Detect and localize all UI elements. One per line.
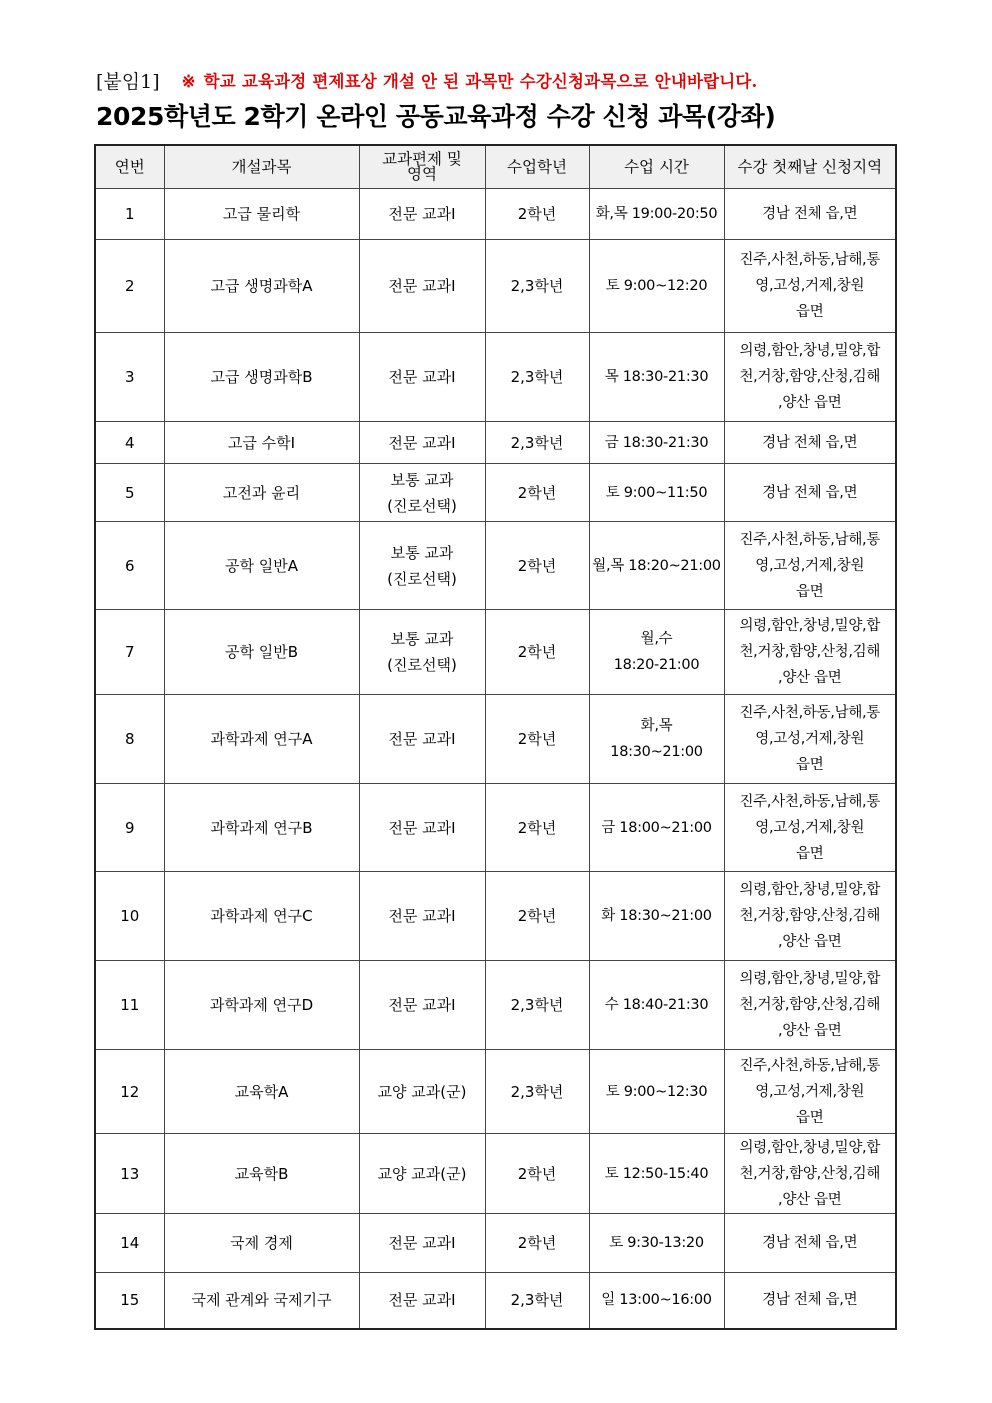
cell-grade: 2학년 — [485, 464, 589, 522]
cell-no: 14 — [95, 1214, 164, 1273]
cell-region — [724, 610, 896, 695]
cell-area — [359, 1273, 485, 1329]
cell-region-line: 천,거창,함양,산청,김해 — [739, 644, 881, 660]
cell-time — [589, 240, 724, 333]
table-row — [95, 522, 896, 610]
cell-grade: 2학년 — [485, 872, 589, 961]
cell-no: 7 — [95, 610, 164, 695]
cell-time — [589, 784, 724, 872]
cell-area-line: 교양 교과(군) — [377, 1082, 467, 1101]
cell-area-line: 전문 교과Ⅰ — [388, 818, 456, 837]
cell-region-line: ,양산 읍면 — [778, 934, 842, 950]
cell-grade: 2,3학년 — [485, 240, 589, 333]
cell-region-line: 의령,함안,창녕,밀양,합 — [739, 343, 881, 359]
cell-subject: 과학과제 연구B — [164, 784, 359, 872]
cell-grade: 2학년 — [485, 695, 589, 784]
table-row — [95, 872, 896, 961]
cell-region — [724, 961, 896, 1050]
column-header-time: 수업 시간 — [589, 145, 724, 189]
cell-subject: 고전과 윤리 — [164, 464, 359, 522]
column-header-area-line2: 영역 — [407, 165, 437, 183]
cell-region — [724, 1273, 896, 1329]
cell-time-line: 금 18:00~21:00 — [601, 819, 712, 836]
cell-region-line: ,양산 읍면 — [778, 1023, 842, 1039]
cell-subject: 교육학A — [164, 1050, 359, 1134]
cell-region-line: 읍면 — [796, 304, 824, 320]
cell-subject: 공학 일반A — [164, 522, 359, 610]
cell-area — [359, 189, 485, 240]
cell-region — [724, 1214, 896, 1273]
cell-region — [724, 464, 896, 522]
cell-region-line: 읍면 — [796, 583, 824, 600]
table-row — [95, 695, 896, 784]
cell-region-line: 의령,함안,창녕,밀양,합 — [739, 882, 881, 898]
cell-grade: 2학년 — [485, 610, 589, 695]
cell-no: 6 — [95, 522, 164, 610]
cell-time — [589, 1134, 724, 1214]
cell-region-line: ,양산 읍면 — [778, 670, 842, 686]
cell-region-line: 영,고성,거제,창원 — [755, 731, 865, 747]
cell-grade: 2학년 — [485, 522, 589, 610]
cell-region-line: 천,거창,함양,산청,김해 — [739, 997, 881, 1013]
course-table — [94, 144, 897, 1330]
cell-area-line: 전문 교과Ⅰ — [388, 1234, 456, 1252]
cell-no: 11 — [95, 961, 164, 1050]
cell-time-line: 토 9:00~12:30 — [605, 1083, 708, 1100]
cell-region-line: 경남 전체 읍,면 — [762, 206, 858, 222]
cell-area-line: 교양 교과(군) — [377, 1164, 467, 1183]
cell-time — [589, 1050, 724, 1134]
cell-grade: 2,3학년 — [485, 961, 589, 1050]
cell-time-line: 화,목 19:00-20:50 — [595, 206, 718, 222]
cell-area — [359, 1214, 485, 1273]
cell-region — [724, 240, 896, 333]
cell-region — [724, 1134, 896, 1214]
cell-no: 9 — [95, 784, 164, 872]
cell-area-line: 전문 교과Ⅰ — [388, 277, 456, 295]
cell-time — [589, 1273, 724, 1329]
cell-region-line: 경남 전체 읍,면 — [762, 1292, 858, 1309]
cell-region — [724, 872, 896, 961]
table-row — [95, 610, 896, 695]
page-title: 2025학년도 2학기 온라인 공동교육과정 수강 신청 과목(강좌) — [96, 102, 776, 131]
cell-time — [589, 610, 724, 695]
column-header-area-line1: 교과편제 및 — [382, 150, 462, 168]
cell-grade: 2,3학년 — [485, 333, 589, 422]
cell-region-line: 진주,사천,하동,남해,통 — [739, 793, 881, 810]
cell-time — [589, 1214, 724, 1273]
cell-grade: 2,3학년 — [485, 422, 589, 464]
cell-subject: 고급 물리학 — [164, 189, 359, 240]
cell-grade: 2학년 — [485, 1214, 589, 1273]
cell-region-line: 영,고성,거제,창원 — [755, 278, 865, 294]
cell-subject: 과학과제 연구A — [164, 695, 359, 784]
cell-time-line: 일 13:00~16:00 — [601, 1292, 712, 1309]
cell-time — [589, 333, 724, 422]
cell-region-line: 의령,함안,창녕,밀양,합 — [739, 1139, 881, 1156]
cell-region-line: 영,고성,거제,창원 — [755, 557, 865, 574]
cell-time-line: 화,목 — [640, 718, 673, 734]
cell-region — [724, 784, 896, 872]
cell-time-line: 18:20-21:00 — [613, 657, 700, 673]
cell-area — [359, 522, 485, 610]
cell-region-line: ,양산 읍면 — [778, 395, 842, 411]
cell-time — [589, 872, 724, 961]
cell-time-line: 월,목 18:20~21:00 — [592, 557, 721, 574]
cell-area-line: 전문 교과Ⅰ — [388, 996, 456, 1014]
cell-time — [589, 422, 724, 464]
cell-region-line: 읍면 — [796, 845, 824, 862]
attachment-label: [붙임1] — [96, 70, 160, 93]
cell-area-line: 보통 교과 — [390, 470, 454, 489]
cell-no: 3 — [95, 333, 164, 422]
cell-grade: 2학년 — [485, 1134, 589, 1214]
cell-area-line: 전문 교과Ⅰ — [388, 433, 456, 452]
cell-time — [589, 189, 724, 240]
cell-time-line: 금 18:30-21:30 — [604, 434, 709, 451]
cell-region-line: 천,거창,함양,산청,김해 — [739, 1165, 881, 1182]
cell-no: 8 — [95, 695, 164, 784]
column-header-subject: 개설과목 — [164, 145, 359, 189]
cell-time-line: 토 9:30-13:20 — [609, 1235, 704, 1251]
cell-no: 10 — [95, 872, 164, 961]
cell-area — [359, 961, 485, 1050]
table-row — [95, 784, 896, 872]
cell-region-line: 진주,사천,하동,남해,통 — [739, 1057, 881, 1074]
cell-no: 12 — [95, 1050, 164, 1134]
table-header-row — [95, 145, 896, 189]
table-row — [95, 1273, 896, 1329]
cell-time-line: 월,수 — [640, 631, 673, 647]
cell-region-line: 진주,사천,하동,남해,통 — [739, 705, 881, 721]
cell-region-line: 경남 전체 읍,면 — [762, 1235, 858, 1251]
cell-time-line: 토 9:00~11:50 — [605, 484, 708, 501]
attachment-line — [96, 66, 757, 94]
cell-no: 15 — [95, 1273, 164, 1329]
cell-area — [359, 610, 485, 695]
cell-region — [724, 522, 896, 610]
cell-time-line: 수 18:40-21:30 — [604, 997, 709, 1013]
column-header-grade: 수업학년 — [485, 145, 589, 189]
cell-region — [724, 333, 896, 422]
cell-no: 2 — [95, 240, 164, 333]
table-row — [95, 189, 896, 240]
cell-time — [589, 464, 724, 522]
cell-time-line: 토 9:00~12:20 — [605, 278, 708, 294]
cell-area-line: 전문 교과Ⅰ — [388, 205, 456, 223]
cell-grade: 2학년 — [485, 189, 589, 240]
cell-area — [359, 333, 485, 422]
reference-mark-icon: ※ — [181, 72, 196, 91]
column-header-no: 연번 — [95, 145, 164, 189]
column-header-region: 수강 첫째날 신청지역 — [724, 145, 896, 189]
cell-area — [359, 872, 485, 961]
cell-no: 13 — [95, 1134, 164, 1214]
cell-area-line: 전문 교과Ⅰ — [388, 1291, 456, 1310]
cell-grade: 2,3학년 — [485, 1050, 589, 1134]
cell-region-line: 경남 전체 읍,면 — [762, 434, 858, 451]
cell-area-line: 전문 교과Ⅰ — [388, 368, 456, 386]
cell-area-line: (진로선택) — [387, 656, 457, 674]
cell-region-line: 영,고성,거제,창원 — [755, 819, 865, 836]
cell-area — [359, 464, 485, 522]
cell-region-line: 의령,함안,창녕,밀양,합 — [739, 971, 881, 987]
table-row — [95, 240, 896, 333]
table-row — [95, 333, 896, 422]
cell-time-line: 18:30~21:00 — [610, 744, 703, 760]
table-row — [95, 1050, 896, 1134]
cell-region-line: 진주,사천,하동,남해,통 — [739, 531, 881, 548]
column-header-area — [359, 145, 485, 189]
cell-region — [724, 695, 896, 784]
cell-area-line: (진로선택) — [387, 496, 457, 515]
cell-area — [359, 1134, 485, 1214]
cell-no: 4 — [95, 422, 164, 464]
table-row — [95, 961, 896, 1050]
cell-region-line: 경남 전체 읍,면 — [762, 484, 858, 501]
cell-region-line: 천,거창,함양,산청,김해 — [739, 369, 881, 385]
cell-time — [589, 522, 724, 610]
cell-region-line: 읍면 — [796, 757, 824, 773]
cell-area-line: 보통 교과 — [390, 630, 454, 648]
cell-area-line: 전문 교과Ⅰ — [388, 730, 456, 748]
attachment-note-text: 학교 교육과정 편제표상 개설 안 된 과목만 수강신청과목으로 안내바랍니다. — [203, 72, 758, 91]
cell-area — [359, 784, 485, 872]
cell-region — [724, 1050, 896, 1134]
cell-area — [359, 1050, 485, 1134]
cell-subject: 고급 생명과학B — [164, 333, 359, 422]
cell-area-line: 전문 교과Ⅰ — [388, 907, 456, 925]
cell-subject: 과학과제 연구D — [164, 961, 359, 1050]
cell-area — [359, 240, 485, 333]
cell-time-line: 토 12:50-15:40 — [604, 1165, 709, 1182]
cell-no: 1 — [95, 189, 164, 240]
cell-area-line: 보통 교과 — [390, 543, 454, 562]
cell-time — [589, 695, 724, 784]
cell-subject: 국제 관계와 국제기구 — [164, 1273, 359, 1329]
table-body — [95, 189, 896, 1329]
cell-grade: 2,3학년 — [485, 1273, 589, 1329]
cell-area-line: (진로선택) — [387, 569, 457, 588]
cell-time-line: 목 18:30-21:30 — [604, 369, 709, 385]
cell-subject: 공학 일반B — [164, 610, 359, 695]
attachment-note — [182, 68, 758, 92]
cell-region-line: 천,거창,함양,산청,김해 — [739, 908, 881, 924]
cell-subject: 국제 경제 — [164, 1214, 359, 1273]
table-row — [95, 422, 896, 464]
cell-region-line: 진주,사천,하동,남해,통 — [739, 252, 881, 268]
table-row — [95, 1134, 896, 1214]
cell-no: 5 — [95, 464, 164, 522]
table-row — [95, 464, 896, 522]
cell-region-line: ,양산 읍면 — [778, 1191, 842, 1208]
cell-subject: 과학과제 연구C — [164, 872, 359, 961]
cell-region — [724, 422, 896, 464]
cell-subject: 고급 생명과학A — [164, 240, 359, 333]
table-row — [95, 1214, 896, 1273]
cell-time-line: 화 18:30~21:00 — [601, 908, 712, 924]
cell-area — [359, 422, 485, 464]
cell-region — [724, 189, 896, 240]
cell-region-line: 읍면 — [796, 1109, 824, 1126]
cell-subject: 고급 수학Ⅰ — [164, 422, 359, 464]
cell-grade: 2학년 — [485, 784, 589, 872]
cell-time — [589, 961, 724, 1050]
cell-region-line: 의령,함안,창녕,밀양,합 — [739, 618, 881, 634]
cell-area — [359, 695, 485, 784]
cell-region-line: 영,고성,거제,창원 — [755, 1083, 865, 1100]
cell-subject: 교육학B — [164, 1134, 359, 1214]
